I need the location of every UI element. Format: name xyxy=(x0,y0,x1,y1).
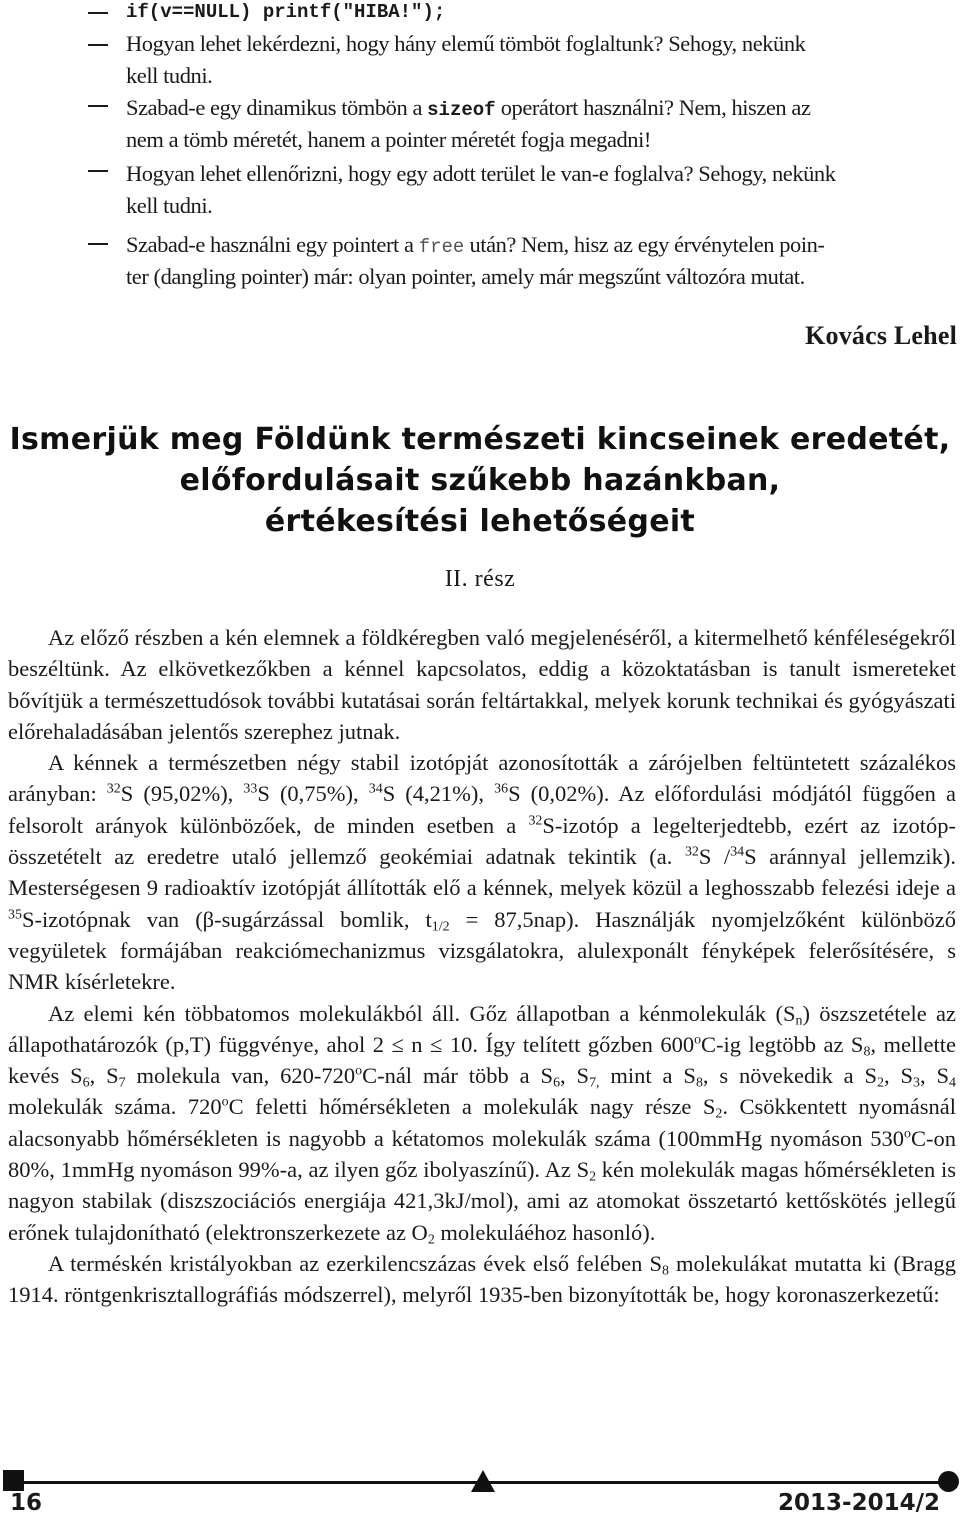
circle-marker-icon xyxy=(938,1471,959,1492)
list-item-continuation: ter (dangling pointer) már: olyan pointer, amely már megszűnt változóra mutat. xyxy=(126,264,805,289)
title-line: értékesítési lehetőségeit xyxy=(264,504,696,539)
article-body xyxy=(8,622,956,1311)
square-marker-icon xyxy=(3,1470,24,1491)
list-item-continuation: nem a tömb méretét, hanem a pointer méretét fogja megadni! xyxy=(126,127,651,152)
paragraph: Az előző részben a kén elemnek a földkéregben való megjelenéséről, a kitermelhető kénféleségekről beszéltünk. Az elkövetkezőkben a kénnel kapcsolatos, eddig a közoktatásban is tanult ismereteket bővítjük a természettudósok további kutatásai során feltártakkal, melyek korunk technikai és gyógyászati előrehaladásában jelentős szerephez jutnak. xyxy=(8,625,956,744)
list-item: Szabad-e használni egy pointert a free után? Nem, hisz az egy érvénytelen poin- xyxy=(126,232,825,258)
list-dash xyxy=(88,243,108,245)
list-item: Hogyan lehet lekérdezni, hogy hány elemű tömböt foglaltunk? Sehogy, nekünk xyxy=(126,31,806,56)
list-dash xyxy=(88,44,108,46)
code-snippet: if(v==NULL) printf("HIBA!"); xyxy=(126,1,446,23)
list-item-continuation: kell tudni. xyxy=(126,63,213,88)
article-title xyxy=(0,419,960,542)
paragraph: Az elemi kén többatomos molekulákból áll. Gőz állapotban a kénmolekulák $(S_n)$ öszszetétele az állapothatározók (p,T) függvénye, ahol 2 ≤ n ≤ 10. Így telített gőzben 600$^o$C-ig legtöbb az $S_8$, mellette kevés $S_6$, $S_7$ molekula van, 620-720$^o$C-nál már több a $S_6$, $S_{7,}$ mint a $S_8$, s növekedik a $S_2$, $S_3$, $S_4$ molekulák száma. 720$^o$C feletti hőmérsékleten a molekulák nagy része $S_2$. Csökkentett nyomásnál alacsonyabb hőmérsékleten is nagyobb a kétatomos molekulák száma (100mmHg nyomáson 530$^o$C-on 80%, 1mmHg nyomáson 99%-a, az ilyen gőz ibolyaszínű). Az $S_2$ kén molekulák magas hőmérsékleten is nagyon stabilak (diszszociációs energiája 421,3kJ/mol), ami az atomokat összetartó kettőskötés jellegű erőnek tulajdonítható (elektronszerkezete az $O_2$ molekuláéhoz hasonló). xyxy=(8,1000,957,1248)
list-item: Hogyan lehet ellenőrizni, hogy egy adott terület le van-e foglalva? Sehogy, nekünk xyxy=(126,161,836,186)
paragraph: A kénnek a természetben négy stabil izotópját azonosították a zárójelben feltüntetett százalékos arányban: $^{32}$S (95,02%), $^{33}$S (0,75%), $^{34}$S (4,21%), $^{36}$S (0,02%). Az előfordulási módjától függően a felsorolt arányok különbözőek, de minden esetben a $^{32}$S-izotóp a legelterjedtebb, ezért az izotóp-összetételt az eredetre utaló jellemző geokémiai adatnak tekintik (a. $^{32}$S /$^{34}$S aránnyal jellemzik). Mesterségesen 9 radioaktív izotópját állították elő a kénnek, melyek közül a leghosszabb felezési ideje a $^{35}$S-izotópnak van (β-sugárzással bomlik, $t_{1/2} = 87,5nap$). Használják nyomjelzőként különböző vegyületek formájában reakciómechanizmus vizsgálatokra, alulexponált fényképek felerősítésére, s NMR kísérletekre. xyxy=(8,750,957,995)
list-item: Szabad-e egy dinamikus tömbön a sizeof operátort használni? Nem, hiszen az xyxy=(126,95,811,121)
paragraph: A terméskén kristályokban az ezerkilencszázas évek első felében $S_8$ molekulákat mutatta ki (Bragg 1914. röntgenkrisztallográfiás módszerrel), melyről 1935-ben bizonyították be, hogy koronaszerkezetű: xyxy=(8,1250,956,1308)
part-label: II. rész xyxy=(444,566,516,592)
list-dash xyxy=(88,12,108,14)
author-name: Kovács Lehel xyxy=(805,321,957,350)
triangle-marker-icon xyxy=(471,1470,495,1492)
issue-number: 2013-2014/2 xyxy=(778,1490,940,1516)
list-dash xyxy=(88,170,108,172)
title-line: Ismerjük meg Földünk természeti kincseinek eredetét, xyxy=(9,422,951,457)
list-dash xyxy=(88,105,108,107)
page-number: 16 xyxy=(10,1490,43,1516)
title-line: előfordulásait szűkebb hazánkban, xyxy=(179,463,781,498)
code-keyword: sizeof xyxy=(427,99,496,121)
list-item-continuation: kell tudni. xyxy=(126,193,213,218)
list-item xyxy=(126,0,960,28)
code-keyword: free xyxy=(418,236,465,258)
